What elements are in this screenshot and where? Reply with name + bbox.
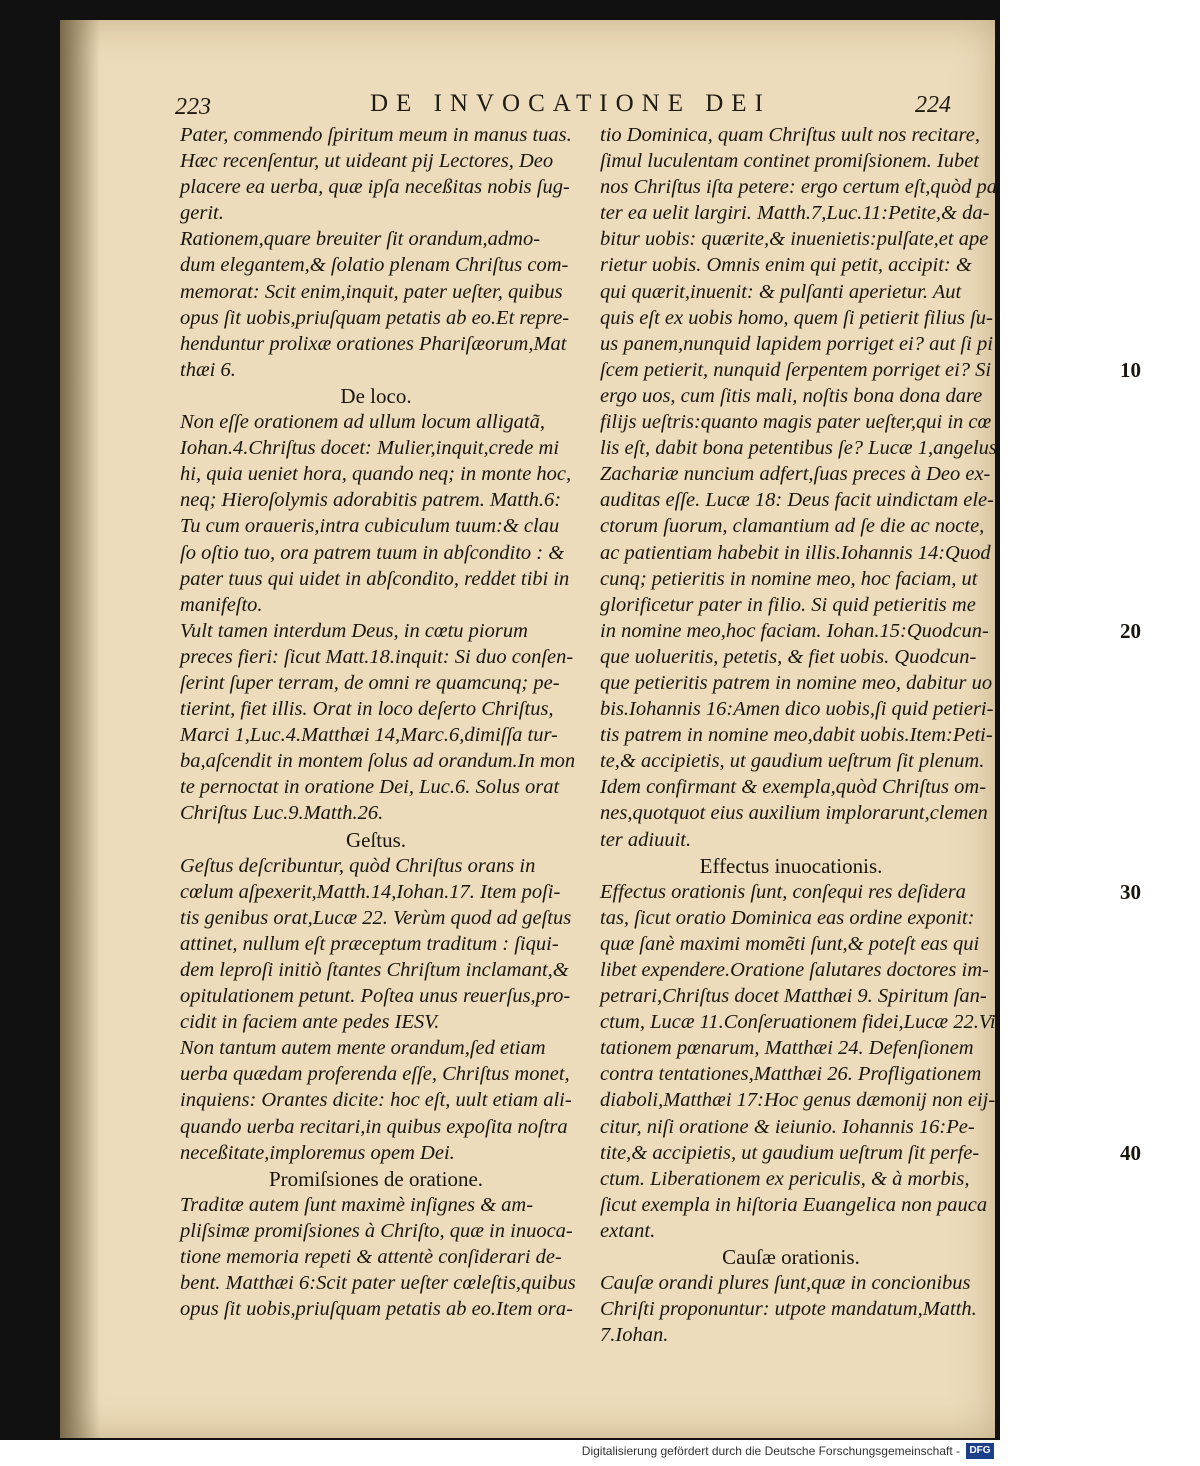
text-line: lis eſt, dabit bona petentibus ſe? Lucæ 1,angelus [600,437,997,460]
text-line: cœlum aſpexerit,Matth.14,Iohan.17. Item poſi- [180,880,561,903]
text-line: quando uerba recitari,in quibus expoſita noſtra [180,1115,568,1138]
text-line: dem leproſi initiò ſtantes Chriſtum inclamant,& [180,959,569,981]
text-line: Non eſſe orationem ad ullum locum alligatã, [180,411,545,434]
folio-left: 223 [175,94,211,120]
text-line: tierint, fiet illis. Orat in loco deſerto Chriſtus, [180,698,554,721]
text-line: Effectus orationis ſunt, conſequi res deſidera [600,880,966,903]
text-line: cunq; petieritis in nomine meo, hoc faciam, ut [600,567,978,590]
left-column [180,122,576,1322]
digitization-footer [0,1440,1000,1466]
text-line: Cauſæ orandi plures ſunt,quæ in concionibus [600,1272,971,1295]
digitization-credit: Digitalisierung gefördert durch die Deutsche Forschungsgemeinschaft - [581,1444,960,1458]
page-header [175,88,975,124]
text-line: citur, niſi oratione & ieiunio. Iohannis 16:Pe- [600,1115,975,1138]
text-line: ſicut exempla in hiſtoria Euangelica non pauca [600,1193,988,1216]
text-line: bis.Iohannis 16:Amen dico uobis,ſi quid petieri- [600,698,994,721]
text-line: que uolueritis, petetis, & fiet uobis. Quodcun- [600,645,977,668]
text-line: Traditæ autem ſunt maximè inſignes & am- [180,1193,534,1216]
text-line: placere ea uerba, quæ ipſa neceßitas nobis ſug- [180,176,570,199]
text-line: opus ſit uobis,priuſquam petatis ab eo.Et repre- [180,306,570,329]
text-line: ſerint ſuper terram, de omni re quamcunq; pe- [180,671,560,694]
text-line: Idem confirmant & exempla,quòd Chriſtus om- [600,776,987,799]
text-line: Chriſti proponuntur: utpote mandatum,Matth. [600,1298,977,1321]
text-line: ſo oſtio tuo, ora patrem tuum in abſcondito : & [180,541,565,564]
text-line: libet expendere.Oratione ſalutares doctores im- [600,959,989,981]
text-line: Zachariæ nuncium adfert,ſuas preces à Deo ex- [600,463,991,486]
text-line: bent. Matthæi 6:Scit pater ueſter cœleſtis,quibus [180,1272,576,1295]
text-line: extant. [600,1219,656,1242]
right-column [600,122,1141,1348]
text-line: contra tentationes,Matthæi 26. Profligationem [600,1063,982,1086]
margin-line-number: 40 [1120,1140,1141,1165]
text-line: tite,& accipietis, ut gaudium ueſtrum ſit perfe- [600,1141,980,1164]
text-line: hi, quia ueniet hora, quando neq; in monte hoc, [180,463,572,486]
folio-right: 224 [915,92,951,118]
text-line: tis patrem in nomine meo,dabit uobis.Item:Peti- [600,724,993,747]
section-heading: Promiſsiones de oratione. [268,1166,484,1191]
text-line: diaboli,Matthæi 17:Hoc genus dæmonij non eij- [600,1089,996,1112]
text-line: Pater, commendo ſpiritum meum in manus tuas. [180,124,572,146]
margin-line-number: 20 [1120,618,1141,643]
text-line: tas, ſicut oratio Dominica eas ordine exponit: [600,906,975,929]
text-line: petrari,Chriſtus docet Matthæi 9. Spiritum ſan- [600,985,987,1008]
text-line: neq; Hieroſolymis adorabitis patrem. Matth.6: [180,489,562,512]
text-line: gerit. [180,202,224,225]
text-line: filijs ueſtris:quanto magis pater ueſter,qui in cœ [600,411,992,434]
text-line: pliſsimæ promiſsiones à Chriſto, quæ in inuoca- [180,1219,573,1242]
text-line: opitulationem petunt. Poſtea unus reuerſus,pro- [180,985,571,1008]
text-line: auditas eſſe. Lucæ 18: Deus facit uindictam ele- [600,489,994,512]
text-line: Chriſtus Luc.9.Matth.26. [180,802,384,825]
text-line: memorat: Scit enim,inquit, pater ueſter, quibus [180,280,563,303]
section-heading: Cauſæ orationis. [722,1245,860,1270]
section-heading: De loco. [340,383,412,408]
page-gutter [60,20,100,1438]
text-line: te pernoctat in oratione Dei, Luc.6. Solus orat [180,776,560,799]
text-line: ac patientiam habebit in illis.Iohannis 14:Quod [600,541,991,564]
text-line: ſcem petierit, nunquid ſerpentem porriget ei? Si [600,358,992,381]
running-title: DE INVOCATIONE DEI [370,90,771,117]
text-line: Marci 1,Luc.4.Matthæi 14,Marc.6,dimiſſa tur- [180,724,558,747]
section-heading: Geſtus. [345,827,407,852]
text-line: neceßitate,imploremus opem Dei. [180,1141,455,1164]
text-line: dum elegantem,& ſolatio plenam Chriſtus com- [180,254,569,277]
text-line: bitur uobis: quærite,& inuenietis:pulſate,et ape [600,228,989,251]
text-line: cidit in faciem ante pedes IESV. [180,1011,440,1034]
text-line: tio Dominica, quam Chriſtus uult nos recitare, [600,124,981,146]
text-line: ctum, Lucæ 11.Conſeruationem fidei,Lucæ 22.Vi [600,1011,996,1034]
text-line: Rationem,quare breuiter ſit orandum,admo- [180,228,541,251]
text-line: preces fieri: ſicut Matt.18.inquit: Si duo conſen- [180,645,574,668]
text-line: in nomine meo,hoc faciam. Iohan.15:Quodcun- [600,619,989,642]
text-line: qui quærit,inuenit: & pulſanti aperietur. Aut [600,280,962,303]
text-line: tione memoria repeti & attentè conſiderari de- [180,1246,562,1269]
text-line: te,& accipietis, ut gaudium ueſtrum ſit plenum. [600,750,985,773]
text-line: ctorum ſuorum, clamantium ad ſe die ac nocte, [600,515,985,538]
section-heading: Effectus inuocationis. [699,853,883,878]
text-line: uerba quædam proferenda eſſe, Chriſtus monet, [180,1063,570,1086]
text-line: ba,aſcendit in montem ſolus ad orandum.In mon [180,750,576,773]
text-line: tationem pœnarum, Matthæi 24. Defenſionem [600,1037,974,1060]
text-line: attinet, nullum eſt præceptum traditum : ſiqui- [180,932,559,955]
margin-line-number: 10 [1120,357,1141,382]
text-line: glorificetur pater in filio. Si quid petieritis me [600,593,976,616]
text-line: ſimul luculentam continet promiſsionem. Iubet [600,150,979,173]
text-line: inquiens: Orantes dicite: hoc eſt, uult etiam ali- [180,1089,572,1112]
text-line: 7.Iohan. [600,1324,669,1347]
text-line: Tu cum oraueris,intra cubiculum tuum:& clau [180,515,560,538]
text-line: que petieritis patrem in nomine meo, dabitur uo [600,671,993,694]
text-line: us panem,nunquid lapidem porriget ei? aut ſi pi [600,332,993,355]
text-line: quis eſt ex uobis homo, quem ſi petierit filius ſu- [600,306,993,329]
text-line: ter adiuuit. [600,828,692,851]
text-line: Non tantum autem mente orandum,ſed etiam [180,1037,546,1060]
text-line: Vult tamen interdum Deus, in cœtu piorum [180,619,528,642]
text-line: Iohan.4.Chriſtus docet: Mulier,inquit,crede mi [180,437,560,460]
text-line: opus ſit uobis,priuſquam petatis ab eo.Item ora- [180,1298,573,1321]
text-line: henduntur prolixæ orationes Phariſæorum,Mat [180,332,567,355]
text-line: ctum. Liberationem ex periculis, & à morbis, [600,1167,970,1190]
text-line: rietur uobis. Omnis enim qui petit, accipit: & [600,254,972,277]
text-line: thæi 6. [180,358,236,381]
text-line: ter ea uelit largiri. Matth.7,Luc.11:Petite,& da- [600,202,990,225]
text-line: pater tuus qui uidet in abſcondito, reddet tibi in [180,567,570,590]
text-line: nos Chriſtus iſta petere: ergo certum eſt,quòd pa [600,176,998,199]
text-line: Hæc recenſentur, ut uideant pij Lectores, Deo [180,150,554,173]
text-line: quæ ſanè maximi momẽti ſunt,& poteſt eas qui [600,932,980,955]
text-line: manifeſto. [180,593,263,616]
dfg-logo: DFG [966,1443,994,1459]
margin-line-number: 30 [1120,879,1141,904]
text-line: Geſtus deſcribuntur, quòd Chriſtus orans in [180,854,536,877]
text-line: ergo uos, cum ſitis mali, noſtis bona dona dare [600,384,983,407]
text-line: nes,quotquot eius auxilium implorarunt,clemen [600,802,988,825]
text-line: tis genibus orat,Lucæ 22. Verùm quod ad geſtus [180,906,572,929]
